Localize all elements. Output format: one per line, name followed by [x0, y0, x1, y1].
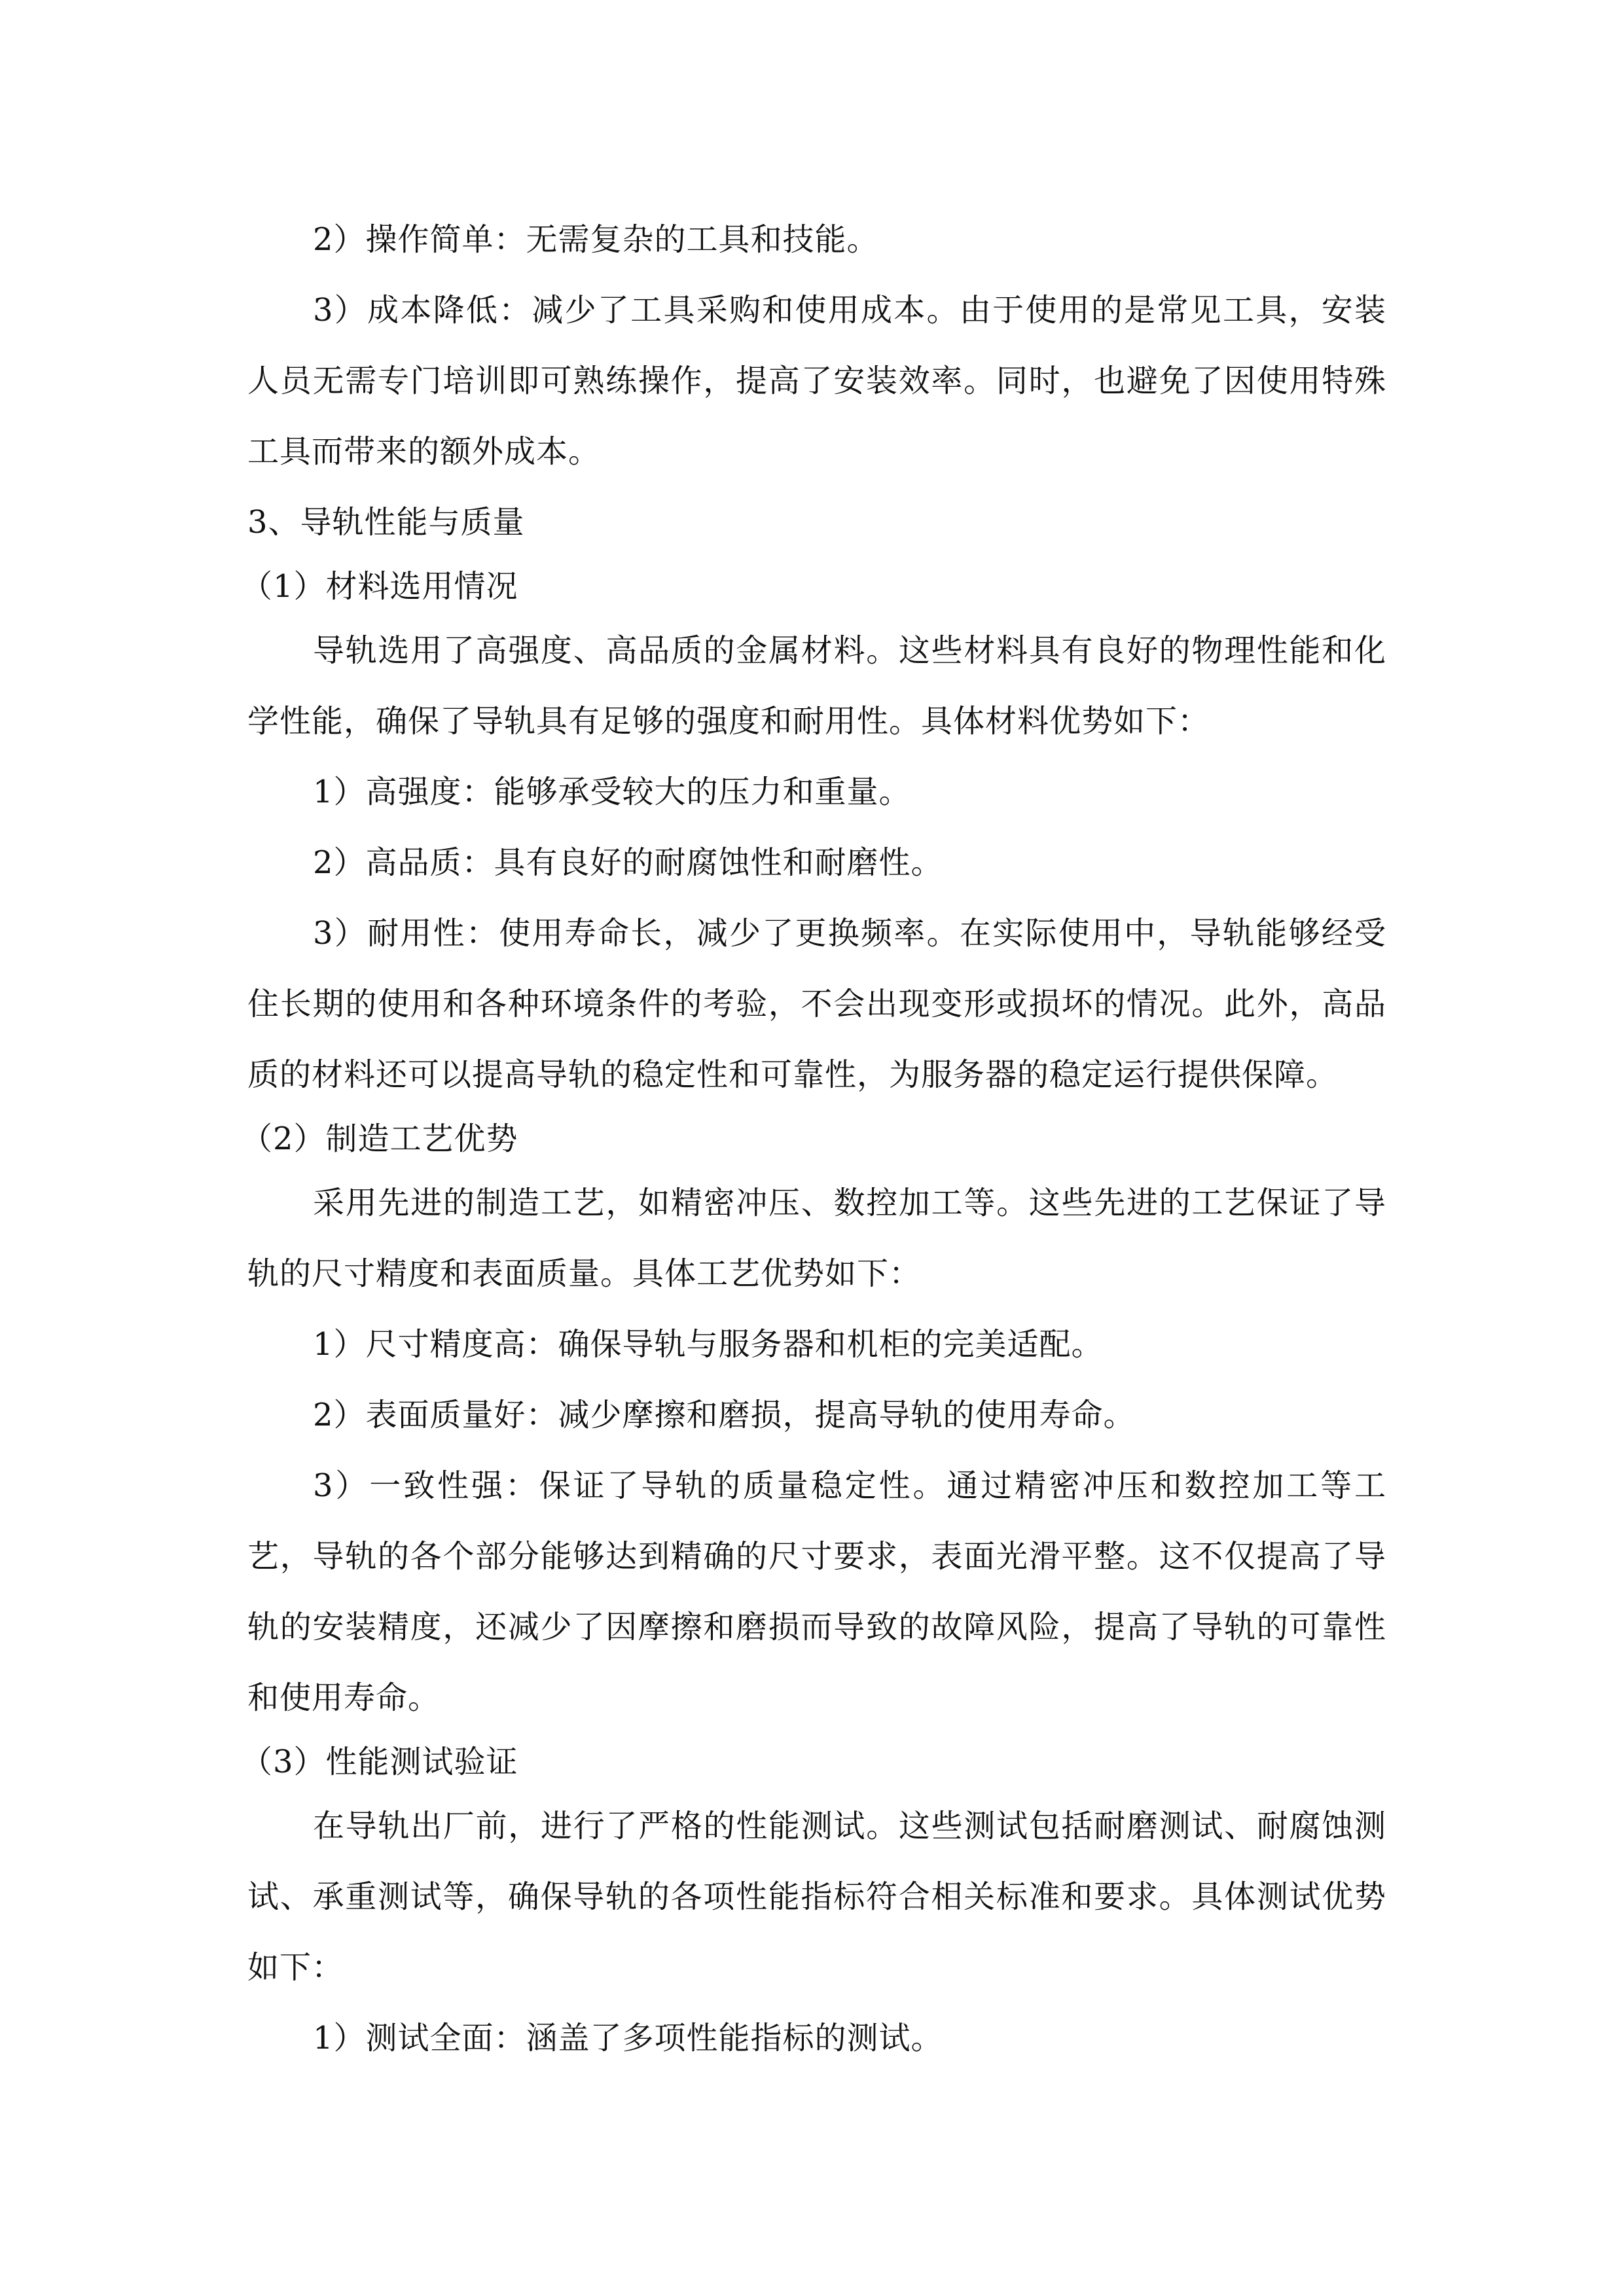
- paragraph: 在导轨出厂前，进行了严格的性能测试。这些测试包括耐磨测试、耐腐蚀测试、承重测试等，确保导轨的各项性能指标符合相关标准和要求。具体测试优势如下：: [247, 1808, 1386, 1986]
- paragraph: 3）耐用性：使用寿命长，减少了更换频率。在实际使用中，导轨能够经受住长期的使用和各种环境条件的考验，不会出现变形或损坏的情况。此外，高品质的材料还可以提高导轨的稳定性和可靠性，为服务器的稳定运行提供保障。: [247, 915, 1386, 1093]
- subsection-heading: （3）性能测试验证: [241, 1744, 518, 1780]
- paragraph: 3）成本降低：减少了工具采购和使用成本。由于使用的是常见工具，安装人员无需专门培训即可熟练操作，提高了安装效率。同时，也避免了因使用特殊工具而带来的额外成本。: [247, 292, 1386, 470]
- paragraph: 导轨选用了高强度、高品质的金属材料。这些材料具有良好的物理性能和化学性能，确保了导轨具有足够的强度和耐用性。具体材料优势如下：: [247, 632, 1386, 740]
- subsection-heading: （2）制造工艺优势: [241, 1121, 518, 1157]
- paragraph: 1）高强度：能够承受较大的压力和重量。: [313, 774, 911, 810]
- paragraph: 1）尺寸精度高：确保导轨与服务器和机柜的完美适配。: [313, 1326, 1104, 1363]
- document-body: [241, 204, 1386, 2073]
- section-heading: 3、导轨性能与质量: [247, 504, 525, 541]
- paragraph: 1）测试全面：涵盖了多项性能指标的测试。: [313, 2020, 943, 2056]
- subsection-heading: （1）材料选用情况: [241, 568, 518, 605]
- paragraph: 3）一致性强：保证了导轨的质量稳定性。通过精密冲压和数控加工等工艺，导轨的各个部分能够达到精确的尺寸要求，表面光滑平整。这不仅提高了导轨的安装精度，还减少了因摩擦和磨损而导致的故障风险，提高了导轨的可靠性和使用寿命。: [247, 1467, 1386, 1716]
- paragraph: 2）操作简单：无需复杂的工具和技能。: [313, 221, 879, 258]
- paragraph: 2）表面质量好：减少摩擦和磨损，提高导轨的使用寿命。: [313, 1397, 1136, 1433]
- paragraph: 采用先进的制造工艺，如精密冲压、数控加工等。这些先进的工艺保证了导轨的尺寸精度和表面质量。具体工艺优势如下：: [247, 1185, 1386, 1292]
- paragraph: 2）高品质：具有良好的耐腐蚀性和耐磨性。: [313, 844, 943, 881]
